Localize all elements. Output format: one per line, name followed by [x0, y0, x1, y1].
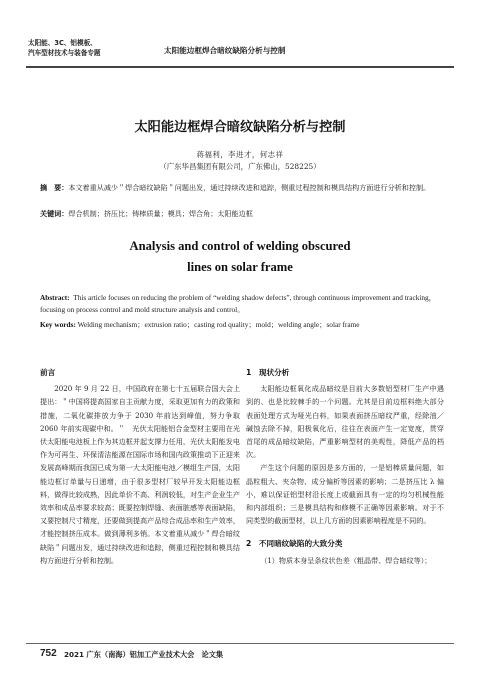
intro-heading: 前言 — [40, 368, 56, 377]
header-article-title: 太阳能边框焊合暗纹缺陷分析与控制 — [164, 46, 286, 55]
footer-proceedings-title: 2021 广东（南海）铝加工产业技术大会 论文集 — [64, 650, 224, 659]
footer-rule — [26, 643, 454, 644]
abstract-en — [40, 292, 445, 317]
header-rule — [26, 66, 454, 68]
page-number: 752 — [40, 648, 57, 659]
keywords-en-text: Welding mechanism；extrusion ratio；casting rod quality；mold；welding angle；solar frame — [77, 320, 360, 329]
section-1-paragraph-2: 产生这个问题的原因是多方面的，一是铝棒质量问题，如晶粒粗大、夹杂物、成分偏析等因素的影响；二是挤压比 λ 偏小，难以保证铝型材沿长度上或截面具有一定的均匀机械性能和内部组织；三是模具结构和修模不正确等因素影响。对于不同类型的截面型材，以上几方面的因素影响程度是不同的。 — [246, 463, 444, 526]
running-header — [0, 36, 480, 66]
section-gap — [246, 527, 444, 537]
paper-title-cn: 太阳能边框焊合暗纹缺陷分析与控制 — [134, 120, 346, 135]
paper-title-en — [0, 236, 480, 278]
keywords-cn-text: 焊合机制；挤压比；铸棒质量；模具；焊合角；太阳能边框 — [68, 209, 253, 218]
abstract-cn-label: 摘 要： — [40, 183, 69, 192]
section-2-paragraph-1: （1）物质本身呈条纹状色差（粗晶带、焊合暗纹等）； — [260, 555, 432, 565]
header-topic — [28, 38, 160, 58]
header-topic-line-2: 汽车型材技术与装备专题 — [28, 49, 101, 57]
paper-title-en-line-2: lines on solar frame — [187, 260, 293, 274]
abstract-cn-text: 本文着重从减少＂焊合暗纹缺陷＂问题出发，通过持续改进和追踪，侧重过程控制和模具结构方面进行分析和控制。 — [68, 183, 431, 192]
section-1-paragraph-1: 太阳能边框氧化成品暗纹是目前大多数铝型材厂生产中遇到的、也是比较棘手的一个问题。尤其是目前边框料绝大部分表面处理方式为哑光白料，如果表面挤压暗纹严重，经除油／碱蚀去除不掉，阳极氧化后，往往在表面产生一定宽度，贯穿首尾的成品暗纹缺陷，严重影响型材的美观性，降低产品的档次。 — [246, 384, 444, 460]
keywords-cn — [40, 208, 445, 221]
keywords-en-label: Key words: — [40, 320, 76, 329]
left-column — [40, 366, 240, 567]
keywords-cn-label: 关键词： — [40, 209, 69, 218]
right-column — [246, 366, 444, 567]
keywords-en — [40, 319, 445, 331]
intro-paragraph: 2020 年 9 月 22 日，中国政府在第七十五届联合国大会上提出：＂中国将提高国家自主贡献力度，采取更加有力的政策和措施，二氧化碳排放力争于 2030 年前达到峰值，努力争取 2060 年前实现碳中和。＂ 光伏太阳能铝合金型材主要用在光伏太阳能电池板上作为其边框并起支撑力任用，光伏太阳能发电作为可再生、环保清洁能源在国际市场和国内政策推动下正迎来发展高峰期而我国已成为第一大太阳能电池／模组生产国，太阳能边框订单量与日递增，由于很多型材厂较早开发太阳能边框料，做得比较成熟，因此单价不高、利润较低，对生产企业生产效率和成品率要求较高；既要控制焊缝、表面脏感等表面缺陷，又要控制尺寸精度，还要做到提高产品综合成品率和生产效率，才能控制挤压成本。做到薄利多销。本文着重从减少＂焊合暗纹缺陷＂问题出发，通过持续改进和追踪，侧重过程控制和模具结构方面进行分析和控制。 — [40, 384, 240, 565]
abstract-en-label: Abstract: — [40, 293, 70, 302]
section-2-heading: 2 不同暗纹缺陷的大致分类 — [246, 539, 343, 549]
paper-title-en-line-1: Analysis and control of welding obscured — [129, 239, 351, 253]
paper-affiliation: （广东华昌集团有限公司，广东佛山，528225） — [159, 162, 321, 171]
section-1-heading: 1 现状分析 — [246, 368, 290, 377]
header-topic-line-1: 太阳能、3C、铝模板、 — [28, 39, 97, 47]
abstract-cn — [40, 182, 445, 195]
paper-authors: 蒋福利，李进才，何志祥 — [196, 150, 284, 159]
abstract-en-text: This article focuses on reducing the problem of “welding shadow defects”, through continuous improvement and tracking，focusing on process control and mold structure analysis and control。 — [40, 293, 436, 315]
